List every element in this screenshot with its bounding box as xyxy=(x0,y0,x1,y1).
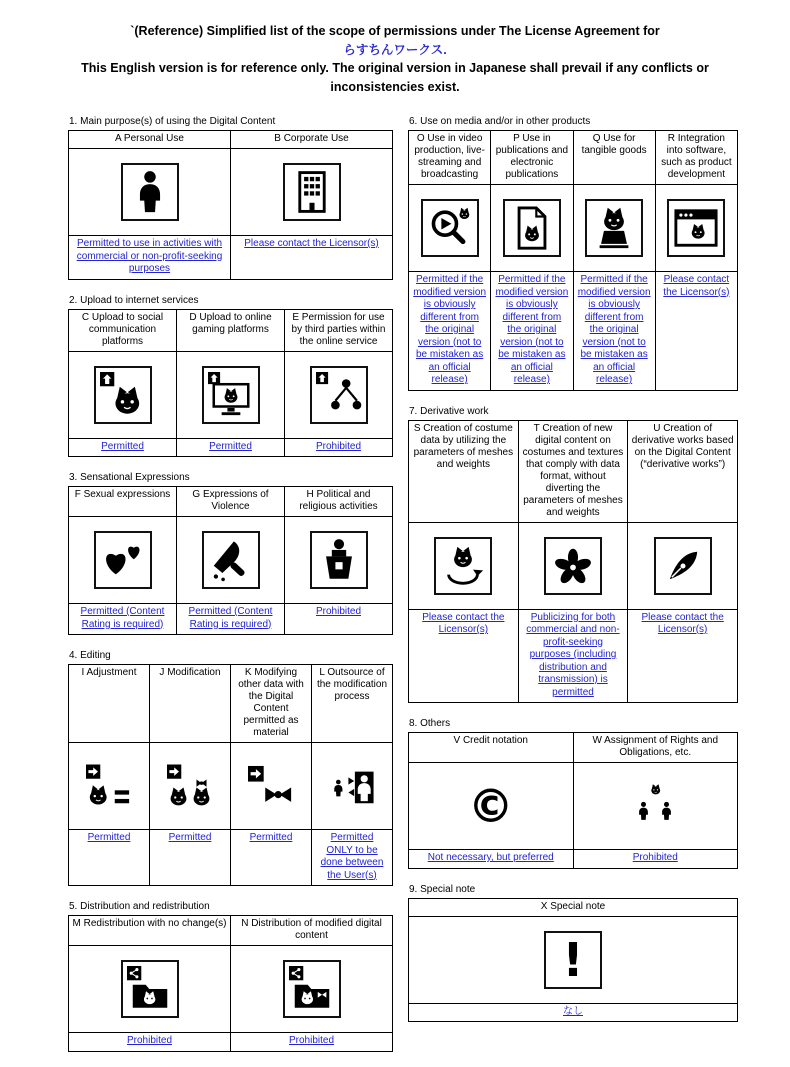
knife-icon xyxy=(202,531,260,589)
upload-gaming-icon xyxy=(202,366,260,424)
publication-icon xyxy=(503,199,561,257)
modification-icon xyxy=(161,757,219,815)
permissions-table xyxy=(408,732,738,869)
status-text: Permitted xyxy=(150,830,231,886)
status-text: Permitted if the modified version is obviously different from the original version (not to be mistaken as an official release) xyxy=(573,272,655,391)
exclamation-icon: ! xyxy=(544,931,602,989)
column-header: D Upload to online gaming platforms xyxy=(177,309,285,351)
column-header: C Upload to social communication platforms xyxy=(69,309,177,351)
status-text: Not necessary, but preferred xyxy=(409,850,574,869)
column-header: J Modification xyxy=(150,665,231,743)
column-header: H Political and religious activities xyxy=(285,487,393,517)
status-text: Permitted xyxy=(69,830,150,886)
building-icon xyxy=(283,163,341,221)
column-header: V Credit notation xyxy=(409,733,574,763)
status-text: Permitted (Content Rating is required) xyxy=(177,604,285,635)
section-others xyxy=(408,718,738,869)
column-header: T Creation of new digital content on costumes and textures that comply with data format, without diverting the parameters of meshes and weights xyxy=(518,420,628,522)
status-text: Please contact the Licensor(s) xyxy=(231,236,393,280)
icon-cell xyxy=(69,517,177,604)
status-text: Publicizing for both commercial and non-profit-seeking purposes (including distribution and transmission) is permitted xyxy=(518,609,628,703)
section-editing xyxy=(68,650,393,886)
upload-social-icon xyxy=(94,366,152,424)
permissions-table xyxy=(68,309,393,458)
section-heading: 4. Editing xyxy=(69,650,111,661)
status-text: Permitted if the modified version is obviously different from the original version (not to be mistaken as an official release) xyxy=(409,272,491,391)
column-header: O Use in video production, live-streaming and broadcasting xyxy=(409,131,491,185)
section-upload xyxy=(68,295,393,458)
material-icon xyxy=(242,757,300,815)
permissions-table xyxy=(68,915,393,1052)
section-distribution xyxy=(68,901,393,1052)
column-header: B Corporate Use xyxy=(231,131,393,149)
status-text: Permitted if the modified version is obviously different from the original version (not to be mistaken as an official release) xyxy=(491,272,573,391)
section-heading: 9. Special note xyxy=(409,883,476,895)
permissions-table xyxy=(68,486,393,635)
content-columns xyxy=(0,116,790,1067)
section-heading: 3. Sensational Expressions xyxy=(69,472,190,483)
section-heading: 5. Distribution and redistribution xyxy=(69,901,210,912)
status-text: Permitted xyxy=(69,438,177,457)
column-header: L Outsource of the modification process xyxy=(312,665,393,743)
icon-cell xyxy=(409,185,491,272)
section-heading: 6. Use on media and/or in other products xyxy=(409,116,591,127)
column-header: M Redistribution with no change(s) xyxy=(69,916,231,946)
status-text: Prohibited xyxy=(69,1033,231,1052)
outsource-icon xyxy=(323,757,381,815)
tangible-goods-icon xyxy=(585,199,643,257)
icon-cell xyxy=(231,946,393,1033)
icon-cell xyxy=(655,185,737,272)
column-header: S Creation of costume data by utilizing the parameters of meshes and weights xyxy=(409,420,519,522)
icon-cell xyxy=(177,517,285,604)
column-header: G Expressions of Violence xyxy=(177,487,285,517)
icon-cell xyxy=(150,743,231,830)
icon-cell xyxy=(628,522,738,609)
modified-distribution-icon xyxy=(283,960,341,1018)
icon-cell xyxy=(573,185,655,272)
status-text: Prohibited xyxy=(573,850,738,869)
column-header: E Permission for use by third parties within the online service xyxy=(285,309,393,351)
section-derivative-work xyxy=(408,406,738,704)
column-header: Q Use for tangible goods xyxy=(573,131,655,185)
icon-cell xyxy=(69,743,150,830)
permissions-table xyxy=(408,420,738,704)
permissions-table xyxy=(68,130,393,280)
icon-cell xyxy=(409,916,738,1003)
copyright-icon: © xyxy=(462,777,520,835)
column-header: A Personal Use xyxy=(69,131,231,149)
icon-cell xyxy=(312,743,393,830)
person-icon xyxy=(121,163,179,221)
status-text: Please contact the Licensor(s) xyxy=(655,272,737,391)
permissions-table xyxy=(68,664,393,886)
icon-cell xyxy=(69,351,177,438)
status-text: Please contact the Licensor(s) xyxy=(409,609,519,703)
left-column xyxy=(68,116,393,1067)
costume-data-icon xyxy=(434,537,492,595)
hearts-icon xyxy=(94,531,152,589)
status-text: Prohibited xyxy=(285,438,393,457)
icon-cell xyxy=(518,522,628,609)
section-heading: 2. Upload to internet services xyxy=(69,294,199,306)
adjustment-icon xyxy=(80,757,138,815)
title-line3-disclaimer: This English version is for reference only. The original version in Japanese shall prevail if any conflicts or inconsistencies exist. xyxy=(81,61,709,94)
column-header: F Sexual expressions xyxy=(69,487,177,517)
assignment-icon xyxy=(626,777,684,835)
title-line2-product-name: らすちんワークス. xyxy=(343,42,447,57)
section-main-purpose xyxy=(68,116,393,280)
section-sensational xyxy=(68,472,393,635)
icon-cell xyxy=(285,517,393,604)
icon-cell xyxy=(409,763,574,850)
icon-cell xyxy=(69,946,231,1033)
column-header: I Adjustment xyxy=(69,665,150,743)
document-header xyxy=(0,22,790,96)
status-text: なし xyxy=(409,1003,738,1022)
icon-cell xyxy=(285,351,393,438)
redistribution-icon xyxy=(121,960,179,1018)
column-header: X Special note xyxy=(409,898,738,916)
status-text: Prohibited xyxy=(285,604,393,635)
status-text: Permitted xyxy=(177,438,285,457)
column-header: R Integration into software, such as product development xyxy=(655,131,737,185)
icon-cell xyxy=(231,149,393,236)
icon-cell xyxy=(491,185,573,272)
podium-icon xyxy=(310,531,368,589)
status-text: Please contact the Licensor(s) xyxy=(628,609,738,703)
icon-cell xyxy=(409,522,519,609)
status-text: Permitted xyxy=(231,830,312,886)
section-special-note xyxy=(408,884,738,1023)
status-text: Prohibited xyxy=(231,1033,393,1052)
column-header: K Modifying other data with the Digital Content permitted as material xyxy=(231,665,312,743)
software-icon xyxy=(667,199,725,257)
status-text: Permitted (Content Rating is required) xyxy=(69,604,177,635)
derivative-pen-icon xyxy=(654,537,712,595)
permissions-table xyxy=(408,130,738,391)
section-heading: 1. Main purpose(s) of using the Digital Content xyxy=(69,116,276,127)
right-column xyxy=(408,116,738,1037)
column-header: N Distribution of modified digital content xyxy=(231,916,393,946)
section-heading: 7. Derivative work xyxy=(409,405,489,417)
column-header: W Assignment of Rights and Obligations, etc. xyxy=(573,733,738,763)
icon-cell xyxy=(69,149,231,236)
texture-creation-icon xyxy=(544,537,602,595)
video-production-icon xyxy=(421,199,479,257)
status-text: Permitted to use in activities with commercial or non-profit-seeking purposes xyxy=(69,236,231,280)
status-text: Permitted ONLY to be done between the User(s) xyxy=(312,830,393,886)
column-header: P Use in publications and electronic publications xyxy=(491,131,573,185)
section-media-products xyxy=(408,116,738,391)
column-header: U Creation of derivative works based on the Digital Content (“derivative works”) xyxy=(628,420,738,522)
section-heading: 8. Others xyxy=(409,718,451,729)
icon-cell xyxy=(177,351,285,438)
upload-thirdparty-icon xyxy=(310,366,368,424)
icon-cell xyxy=(573,763,738,850)
title-line1: `(Reference) Simplified list of the scope of permissions under The License Agreement for xyxy=(130,24,660,38)
icon-cell xyxy=(231,743,312,830)
permissions-table xyxy=(408,898,738,1023)
